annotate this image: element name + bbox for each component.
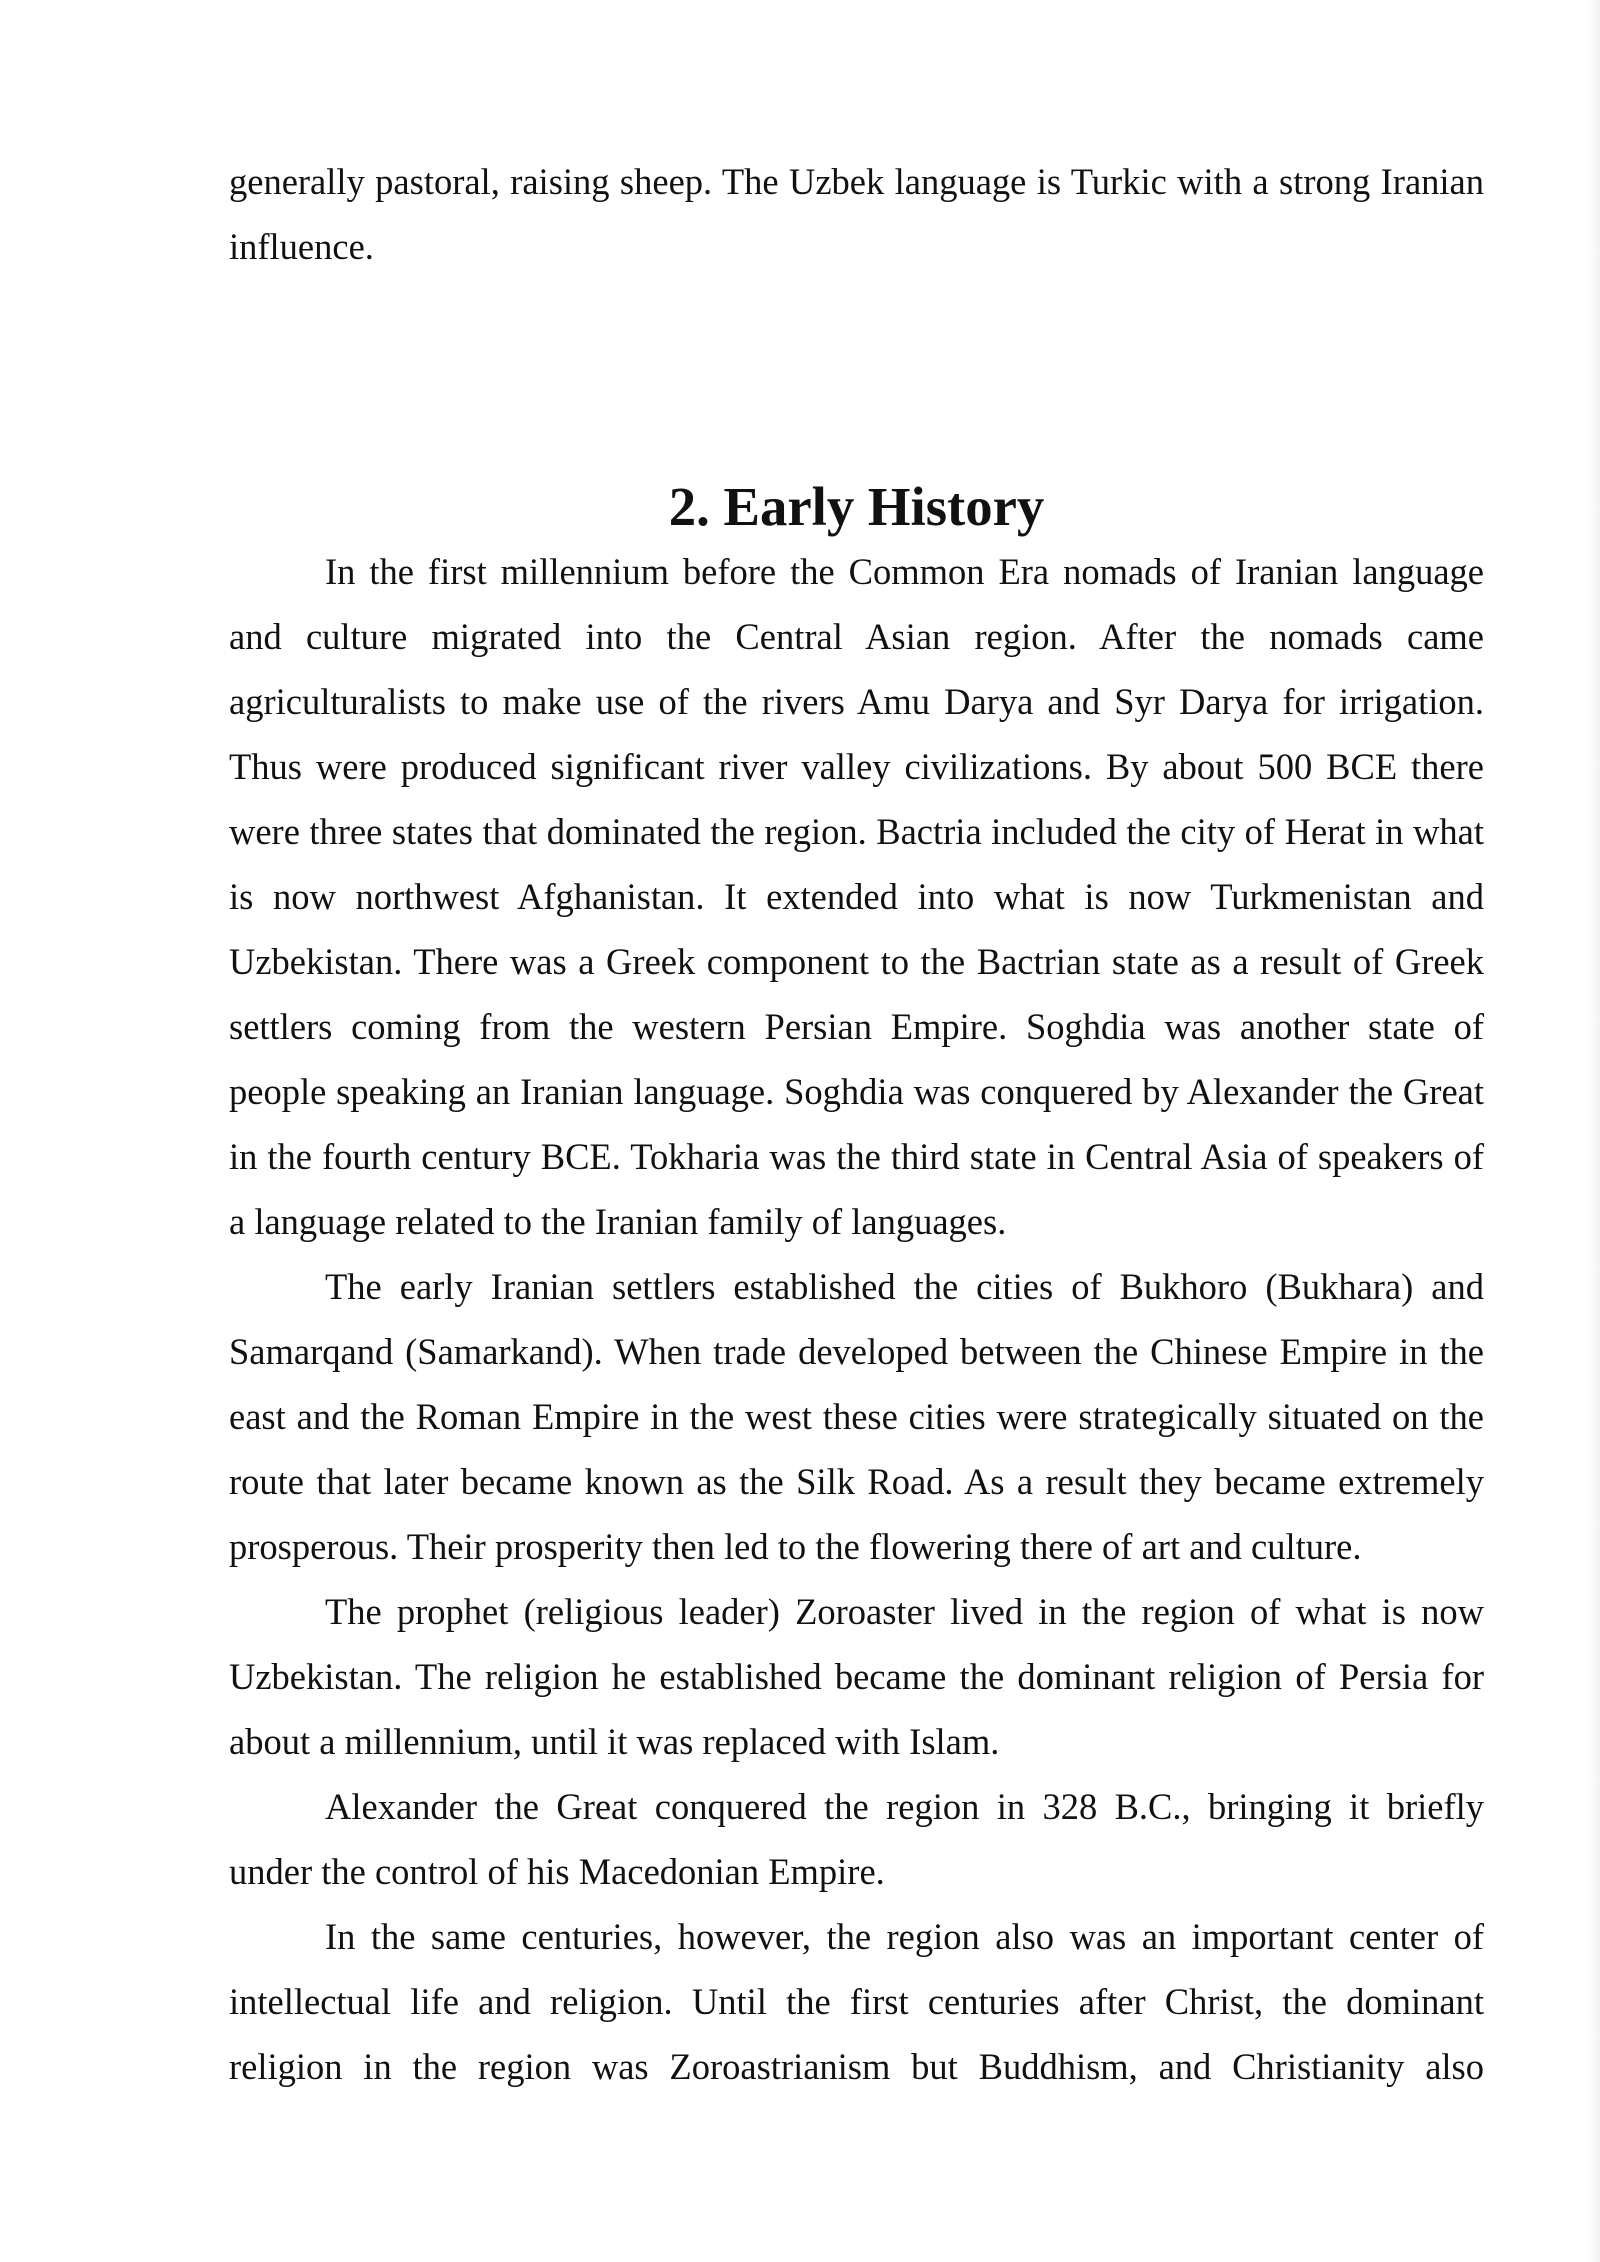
section-heading: 2. Early History <box>668 476 1045 537</box>
paragraph-silk-road-cities: The early Iranian settlers established the cities of Bukhoro (Bukhara) and Samarqand (Samarkand). When trade developed between the Chinese Empire in the east and the Roman Empire in the west these cities were strategically situated on the route that later became known as the Silk Road. As a result they became extremely prosperous. Their prosperity then led to the flowering there of art and culture. <box>229 1266 1484 1567</box>
paragraph-intellectual-life: In the same centuries, however, the region also was an important center of intellectual life and religion. Until the first centuries after Christ, the dominant religion in the region was Zoroastrianism but Buddhism, and Christianity also <box>229 1916 1484 2087</box>
paragraph-zoroaster: The prophet (religious leader) Zoroaster lived in the region of what is now Uzbekistan. The religion he established became the dominant religion of Persia for about a millennium, until it was replaced with Islam. <box>229 1591 1484 1762</box>
text-column <box>229 149 1484 2099</box>
page-edge-shadow <box>1586 0 1600 2262</box>
paragraph-alexander: Alexander the Great conquered the region in 328 B.C., bringing it briefly under the control of his Macedonian Empire. <box>229 1786 1484 1892</box>
intro-paragraph: generally pastoral, raising sheep. The Uzbek language is Turkic with a strong Iranian influence. <box>229 161 1484 267</box>
paragraph-early-states: In the first millennium before the Common Era nomads of Iranian language and culture migrated into the Central Asian region. After the nomads came agriculturalists to make use of the rivers Amu Darya and Syr Darya for irrigation. Thus were produced significant river valley civilizations. By about 500 BCE there were three states that dominated the region. Bactria included the city of Herat in what is now northwest Afghanistan. It extended into what is now Turkmenistan and Uzbekistan. There was a Greek component to the Bactrian state as a result of Greek settlers coming from the western Persian Empire. Soghdia was another state of people speaking an Iranian language. Soghdia was conquered by Alexander the Great in the fourth century BCE. Tokharia was the third state in Central Asia of speakers of a language related to the Iranian family of languages. <box>229 551 1484 1242</box>
